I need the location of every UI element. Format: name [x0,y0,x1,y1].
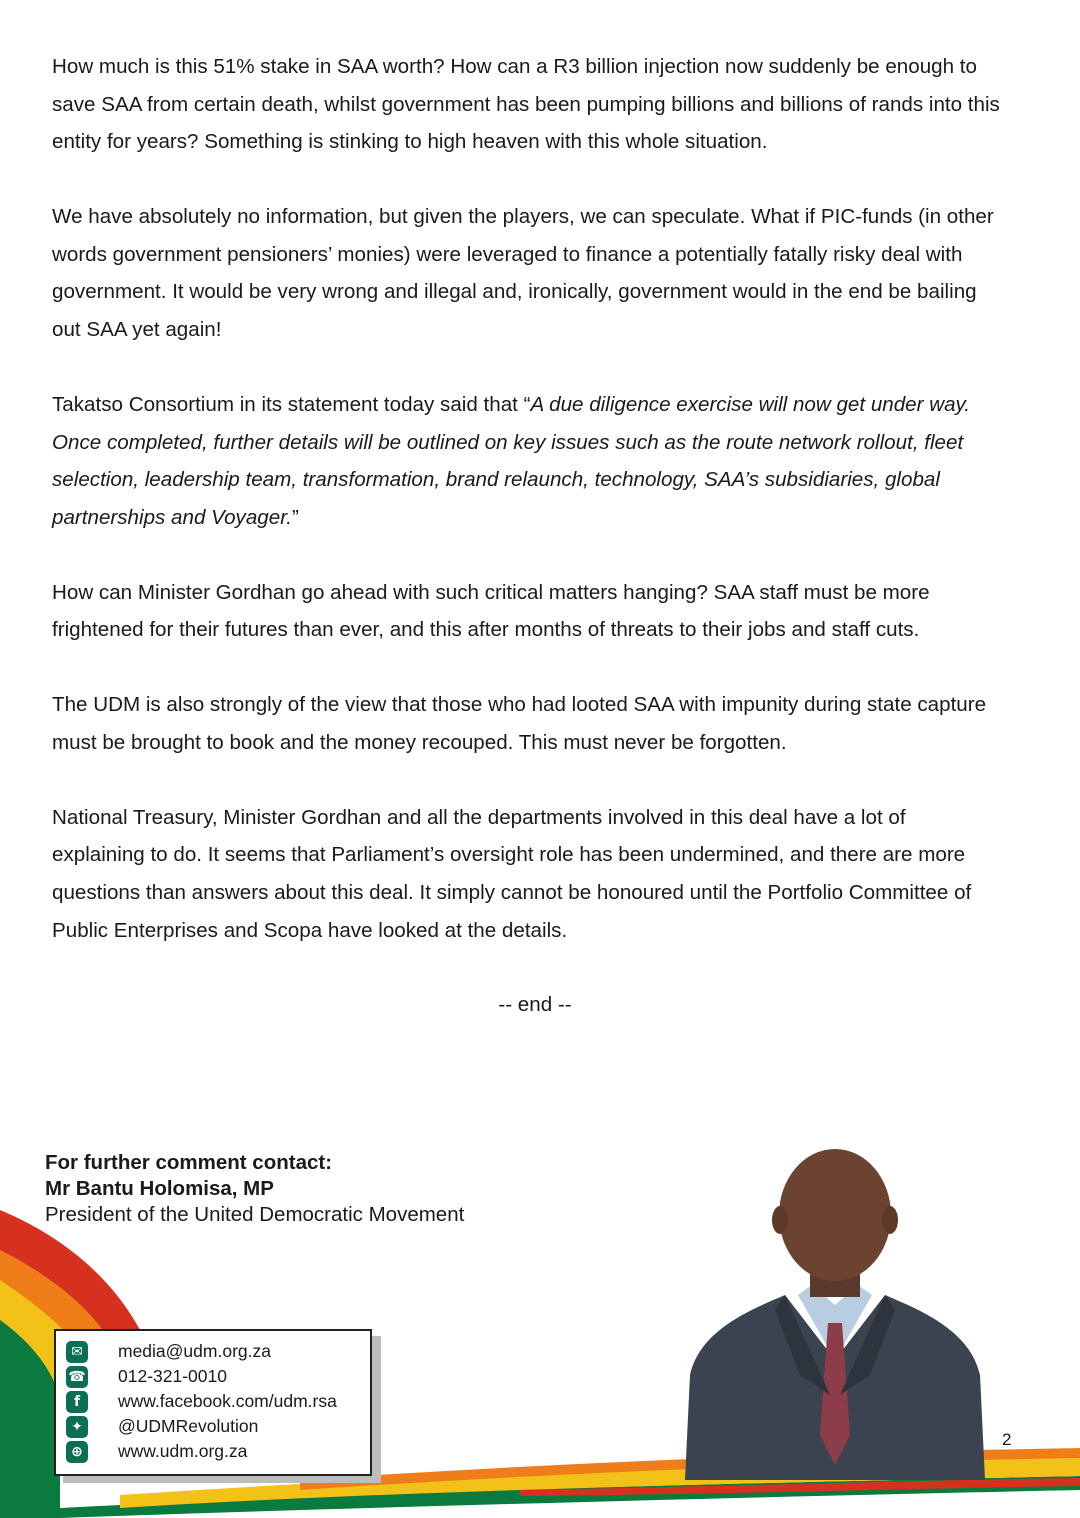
end-marker: -- end -- [498,993,572,1016]
portrait-tie [820,1323,850,1465]
contact-email[interactable] [66,1339,271,1364]
contact-phone[interactable] [66,1364,227,1389]
contact-website-text[interactable]: www.udm.org.za [118,1441,248,1461]
page-number: 2 [1002,1430,1012,1449]
contact-facebook[interactable] [66,1389,337,1414]
contact-details-box [54,1329,372,1476]
contact-facebook-text[interactable]: www.facebook.com/udm.rsa [118,1391,337,1411]
press-release-body [52,48,1002,987]
quote-intro: Takatso Consortium in its statement today said that “ [52,392,531,416]
quote-close: ” [292,505,299,529]
email-icon: ✉ [66,1341,88,1363]
contact-website[interactable] [66,1439,248,1464]
contact-twitter-text[interactable]: @UDMRevolution [118,1416,259,1436]
paragraph-national-treasury: National Treasury, Minister Gordhan and all the departments involved in this deal have a lot of explaining to do. It seems that Parliament’s oversight role has been undermined, and there are more questions than answers about this deal. It simply cannot be honoured until the Portfolio Committee of Public Enterprises and Scopa have looked at the details. [52,805,972,942]
globe-icon: ⊕ [66,1441,88,1463]
portrait-photo [680,1145,990,1480]
paragraph-pic-funds: We have absolutely no information, but given the players, we can speculate. What if PIC-funds (in other words government pensioners’ monies) were leveraged to finance a potentially fatally risky deal with government. It would be very wrong and illegal and, ironically, government would in the end be bailing out SAA yet again! [52,205,994,341]
paragraph-stake-worth: How much is this 51% stake in SAA worth? How can a R3 billion injection now suddenly be enough to save SAA from certain death, whilst government has been pumping billions and billions of rands into this entity for years? Something is stinking to high heaven with this whole situation. [52,55,1000,154]
contact-block [45,1150,464,1228]
portrait-ear-left [772,1206,788,1234]
paragraph-state-capture: The UDM is also strongly of the view that those who had looted SAA with impunity during state capture must be brought to book and the money recouped. This must never be forgotten. [52,693,987,754]
twitter-icon: ✦ [66,1416,88,1438]
contact-twitter[interactable] [66,1414,259,1439]
contact-title: President of the United Democratic Movement [45,1203,465,1226]
portrait-head [779,1149,891,1281]
phone-icon: ☎ [66,1366,88,1388]
facebook-icon: f [66,1391,88,1413]
paragraph-takatso-statement [52,386,1002,536]
contact-email-text[interactable]: media@udm.org.za [118,1341,271,1361]
contact-phone-text[interactable]: 012-321-0010 [118,1366,227,1386]
quote-text: A due diligence exercise will now get under way. Once completed, further details will be outlined on key issues such as the route network rollout, fleet selection, leadership team, transformation, brand relaunch, technology, SAA’s subsidiaries, global partnerships and Voyager. [52,392,971,529]
contact-name: Mr Bantu Holomisa, MP [45,1177,274,1200]
paragraph-minister-gordhan: How can Minister Gordhan go ahead with such critical matters hanging? SAA staff must be more frightened for their futures than ever, and this after months of threats to their jobs and staff cuts. [52,580,930,642]
contact-heading: For further comment contact: [45,1151,333,1174]
portrait-ear-right [882,1206,898,1234]
